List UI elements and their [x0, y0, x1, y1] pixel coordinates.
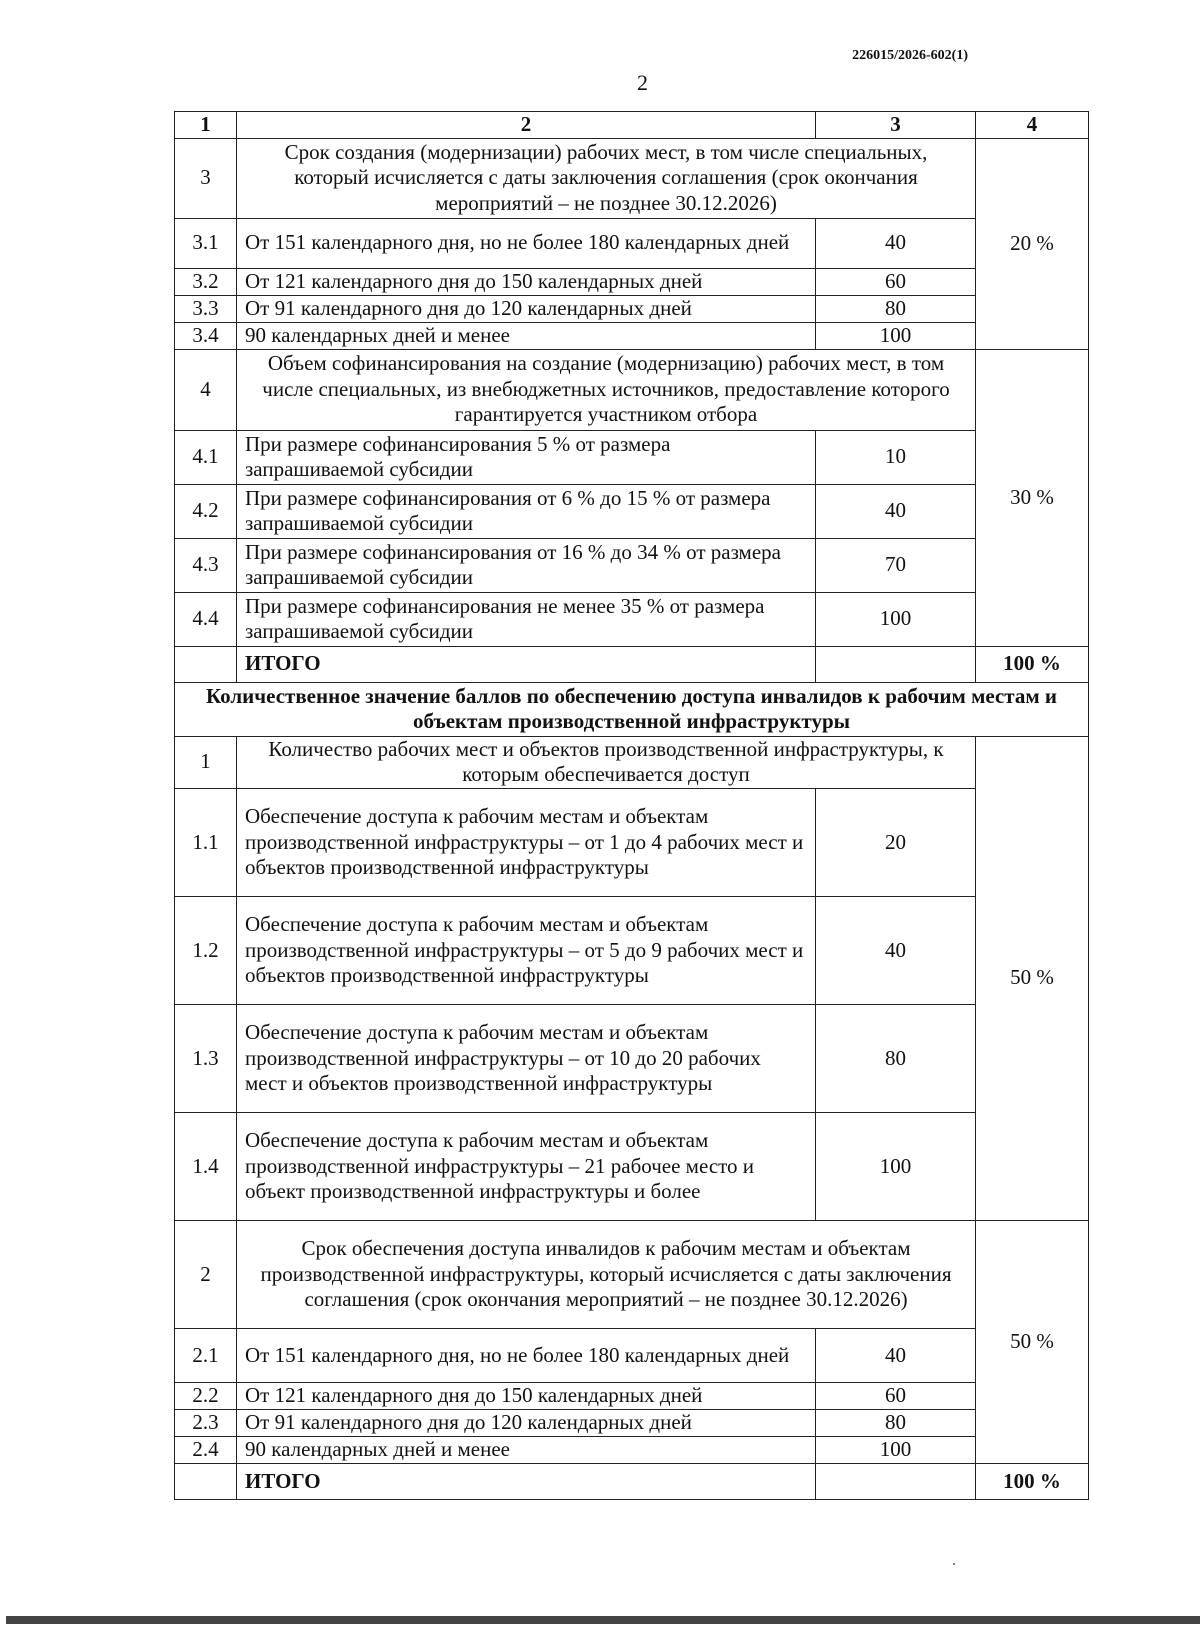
row-score: 100 [816, 1112, 976, 1220]
row-score: 60 [816, 1382, 976, 1409]
row-text: От 151 календарного дня, но не более 180 календарных дней [237, 1328, 816, 1382]
row-number: 1.4 [175, 1112, 237, 1220]
row-score: 80 [816, 1409, 976, 1436]
table-row [175, 788, 1089, 896]
row-number: 1.3 [175, 1004, 237, 1112]
criterion-number: 1 [175, 736, 237, 788]
row-score: 40 [816, 1328, 976, 1382]
row-text: Обеспечение доступа к рабочим местам и объектам производственной инфраструктуры – от 5 до 9 рабочих мест и объектов производственной инфраструктуры [237, 896, 816, 1004]
total-row [175, 646, 1089, 682]
scan-speck [953, 1563, 955, 1565]
table-row [175, 218, 1089, 268]
row-number: 4.3 [175, 538, 237, 592]
row-number: 2.3 [175, 1409, 237, 1436]
row-text: От 151 календарного дня, но не более 180 календарных дней [237, 218, 816, 268]
row-text: При размере софинансирования не менее 35 % от размера запрашиваемой субсидии [237, 592, 816, 646]
total-value: 100 % [976, 646, 1089, 682]
criterion-weight: 50 % [976, 736, 1089, 1220]
row-text: От 91 календарного дня до 120 календарных дней [237, 1409, 816, 1436]
row-number: 2.1 [175, 1328, 237, 1382]
row-number: 1.2 [175, 896, 237, 1004]
row-text: 90 календарных дней и менее [237, 322, 816, 349]
row-text: 90 календарных дней и менее [237, 1436, 816, 1463]
total-empty-cell [175, 1463, 237, 1499]
row-score: 100 [816, 1436, 976, 1463]
row-score: 40 [816, 896, 976, 1004]
row-number: 2.2 [175, 1382, 237, 1409]
row-text: При размере софинансирования от 16 % до 34 % от размера запрашиваемой субсидии [237, 538, 816, 592]
row-score: 60 [816, 268, 976, 295]
row-text: От 91 календарного дня до 120 календарных дней [237, 295, 816, 322]
section-title: Количественное значение баллов по обеспечению доступа инвалидов к рабочим местам и объектам производственной инфраструктуры [175, 682, 1089, 736]
row-score: 40 [816, 218, 976, 268]
table-row [175, 295, 1089, 322]
table-row [175, 592, 1089, 646]
row-number: 3.3 [175, 295, 237, 322]
table-row [175, 322, 1089, 349]
header-col-1: 1 [175, 112, 237, 139]
criterion-row [175, 1220, 1089, 1328]
row-text: От 121 календарного дня до 150 календарных дней [237, 1382, 816, 1409]
table-row [175, 1004, 1089, 1112]
page-number: 2 [637, 70, 648, 95]
criterion-number: 2 [175, 1220, 237, 1328]
row-number: 3.4 [175, 322, 237, 349]
header-col-4: 4 [976, 112, 1089, 139]
row-text: Обеспечение доступа к рабочим местам и объектам производственной инфраструктуры – 21 рабочее место и объект производственной инфраструктуры и более [237, 1112, 816, 1220]
table-row [175, 1328, 1089, 1382]
row-text: От 121 календарного дня до 150 календарных дней [237, 268, 816, 295]
row-text: Обеспечение доступа к рабочим местам и объектам производственной инфраструктуры – от 1 до 4 рабочих мест и объектов производственной инфраструктуры [237, 788, 816, 896]
criterion-text: Объем софинансирования на создание (модернизацию) рабочих мест, в том числе специальных, из внебюджетных источников, предоставление которого гарантируется участником отбора [237, 349, 976, 430]
criterion-text: Срок обеспечения доступа инвалидов к рабочим местам и объектам производственной инфраструктуры, который исчисляется с даты заключения соглашения (срок окончания мероприятий – не позднее 30.12.2026) [237, 1220, 976, 1328]
criterion-row [175, 736, 1089, 788]
criterion-number: 3 [175, 138, 237, 218]
table-row [175, 1409, 1089, 1436]
row-text: Обеспечение доступа к рабочим местам и объектам производственной инфраструктуры – от 10 до 20 рабочих мест и объектов производственной инфраструктуры [237, 1004, 816, 1112]
table-row [175, 268, 1089, 295]
document-id: 226015/2026-602(1) [852, 48, 968, 63]
criterion-weight: 30 % [976, 349, 1089, 646]
row-number: 2.4 [175, 1436, 237, 1463]
row-number: 4.1 [175, 430, 237, 484]
row-score: 20 [816, 788, 976, 896]
total-label: ИТОГО [237, 1463, 816, 1499]
table-row [175, 896, 1089, 1004]
table-row [175, 1436, 1089, 1463]
row-number: 4.2 [175, 484, 237, 538]
header-col-3: 3 [816, 112, 976, 139]
row-number: 3.2 [175, 268, 237, 295]
total-empty-cell [816, 646, 976, 682]
criterion-row [175, 138, 1089, 218]
table-row [175, 484, 1089, 538]
table-header-row [175, 112, 1089, 139]
total-empty-cell [816, 1463, 976, 1499]
table-row [175, 538, 1089, 592]
row-score: 10 [816, 430, 976, 484]
row-score: 100 [816, 322, 976, 349]
row-score: 70 [816, 538, 976, 592]
row-score: 100 [816, 592, 976, 646]
criterion-weight: 50 % [976, 1220, 1089, 1463]
row-score: 40 [816, 484, 976, 538]
criterion-text: Срок создания (модернизации) рабочих мест, в том числе специальных, который исчисляется с даты заключения соглашения (срок окончания мероприятий – не позднее 30.12.2026) [237, 138, 976, 218]
criteria-table [174, 111, 1089, 1500]
criterion-text: Количество рабочих мест и объектов производственной инфраструктуры, к которым обеспечивается доступ [237, 736, 976, 788]
row-text: При размере софинансирования от 6 % до 15 % от размера запрашиваемой субсидии [237, 484, 816, 538]
header-col-2: 2 [237, 112, 816, 139]
row-number: 4.4 [175, 592, 237, 646]
total-label: ИТОГО [237, 646, 816, 682]
section-title-row [175, 682, 1089, 736]
row-number: 3.1 [175, 218, 237, 268]
row-text: При размере софинансирования 5 % от размера запрашиваемой субсидии [237, 430, 816, 484]
scan-edge-line [6, 1616, 1200, 1624]
criterion-number: 4 [175, 349, 237, 430]
total-empty-cell [175, 646, 237, 682]
table-row [175, 1112, 1089, 1220]
total-value: 100 % [976, 1463, 1089, 1499]
criterion-weight: 20 % [976, 138, 1089, 349]
table-row [175, 1382, 1089, 1409]
total-row [175, 1463, 1089, 1499]
row-score: 80 [816, 295, 976, 322]
table-row [175, 430, 1089, 484]
row-score: 80 [816, 1004, 976, 1112]
criterion-row [175, 349, 1089, 430]
row-number: 1.1 [175, 788, 237, 896]
